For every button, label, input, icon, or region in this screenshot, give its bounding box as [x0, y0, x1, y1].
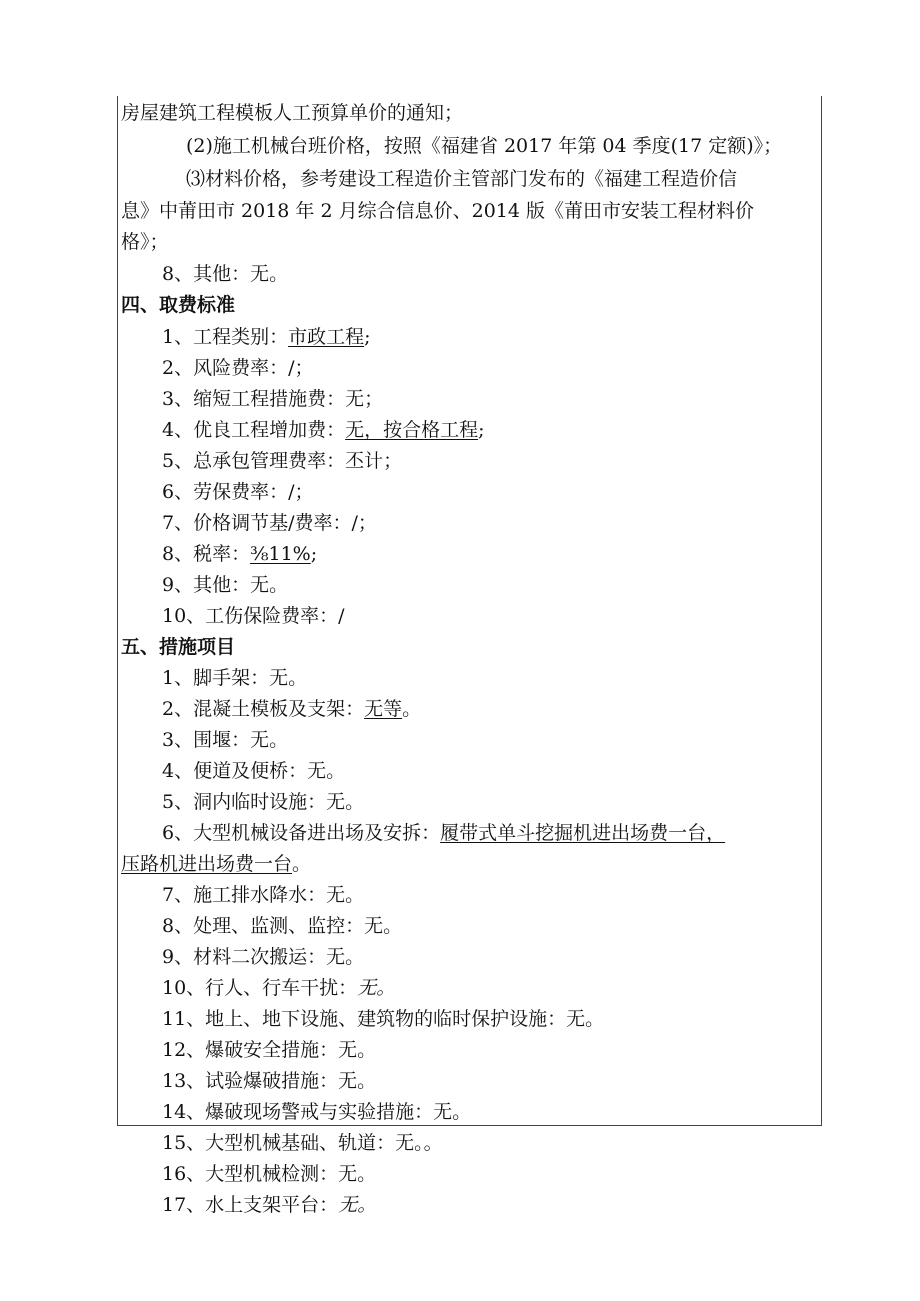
- s5-item-8: 8、处理、监测、监控：无。: [162, 915, 403, 937]
- s4-item-4-value: 无，按合格工程: [345, 419, 479, 441]
- s4-item-4-label: 4、优良工程增加费：: [162, 419, 346, 441]
- s5-item-17: [162, 1193, 376, 1217]
- s5-item-6-label: 6、大型机械设备进出场及安拆：: [162, 822, 441, 844]
- s5-item-1: 1、脚手架：无。: [162, 667, 308, 689]
- s4-item-8-label: 8、税率：: [162, 543, 251, 565]
- s5-item-17-value: 无。: [338, 1194, 377, 1216]
- s4-item-4: [162, 418, 485, 442]
- s4-item-3: 3、缩短工程措施费：无；: [162, 388, 384, 410]
- s5-item-16: 16、大型机械检测：无。: [162, 1163, 377, 1185]
- s5-item-2-label: 2、混凝土模板及支架：: [162, 698, 365, 720]
- section-5-title: 五、措施项目: [121, 636, 236, 658]
- intro-line-2: (2)施工机械台班价格，按照《福建省 2017 年第 04 季度(17 定额)》；: [186, 135, 783, 157]
- s5-item-4: 4、便道及便桥：无。: [162, 760, 346, 782]
- s4-item-8-value: ⅜11%: [250, 543, 311, 565]
- intro-line-5: 格》；: [121, 231, 169, 253]
- s5-item-7: 7、施工排水降水：无。: [162, 884, 365, 906]
- intro-line-3: ⑶材料价格，参考建设工程造价主管部门发布的《福建工程造价信: [186, 168, 738, 190]
- s5-item-2: [162, 697, 421, 721]
- s5-item-2-tail: 。: [402, 698, 422, 720]
- s5-item-2-value: 无等: [364, 698, 403, 720]
- s5-item-12: 12、爆破安全措施：无。: [162, 1039, 377, 1061]
- intro-line-1: 房屋建筑工程模板人工预算单价的通知；: [121, 102, 464, 124]
- s4-item-9: 9、其他：无。: [162, 574, 289, 596]
- s4-item-10: 10、工伤保险费率：/: [162, 605, 345, 627]
- s4-item-8-tail: ;: [310, 543, 318, 565]
- s5-item-6-tail: 。: [292, 853, 312, 875]
- s5-item-3: 3、围堰：无。: [162, 729, 289, 751]
- s4-item-1-value: 市政工程: [288, 326, 365, 348]
- s4-item-4-tail: ;: [478, 419, 485, 441]
- s5-item-10-value: 无。: [357, 977, 396, 999]
- s5-item-6: [162, 821, 725, 845]
- s5-item-10-label: 10、行人、行车干扰：: [162, 977, 358, 999]
- s5-item-5: 5、洞内临时设施：无。: [162, 791, 365, 813]
- s5-item-11: 11、地上、地下设施、建筑物的临时保护设施：无。: [162, 1008, 605, 1030]
- section-4-title: 四、取费标准: [121, 294, 236, 316]
- s5-item-6-value-1: 履带式单斗挖掘机进出场费一台，: [440, 822, 726, 844]
- s4-item-8: [162, 542, 317, 566]
- s4-item-5: 5、总承包管理费率：丕计；: [162, 450, 403, 472]
- s5-item-14: 14、爆破现场警戒与实验措施：无。: [162, 1101, 472, 1123]
- s4-item-6: 6、劳保费率：/；: [162, 481, 314, 503]
- intro-line-6: 8、其他：无。: [162, 263, 289, 285]
- s4-item-1-label: 1、工程类别：: [162, 326, 289, 348]
- s4-item-7: 7、价格调节基/费率：/；: [162, 512, 377, 534]
- s5-item-13: 13、试验爆破措施：无。: [162, 1070, 377, 1092]
- s5-item-6-cont: [121, 852, 311, 876]
- s5-item-6-value-2: 压路机进出场费一台: [121, 853, 293, 875]
- s4-item-1: [162, 325, 371, 349]
- s5-item-15: 15、大型机械基础、轨道：无。。: [162, 1132, 443, 1154]
- s4-item-2: 2、风险费率：/；: [162, 357, 314, 379]
- s5-item-9: 9、材料二次搬运：无。: [162, 946, 365, 968]
- s5-item-10: [162, 976, 395, 1000]
- intro-line-4: 息》中莆田市 2018 年 2 月综合信息价、2014 版《莆田市安装工程材料价: [121, 200, 754, 222]
- s4-item-1-tail: ;: [364, 326, 371, 348]
- s5-item-17-label: 17、水上支架平台：: [162, 1194, 339, 1216]
